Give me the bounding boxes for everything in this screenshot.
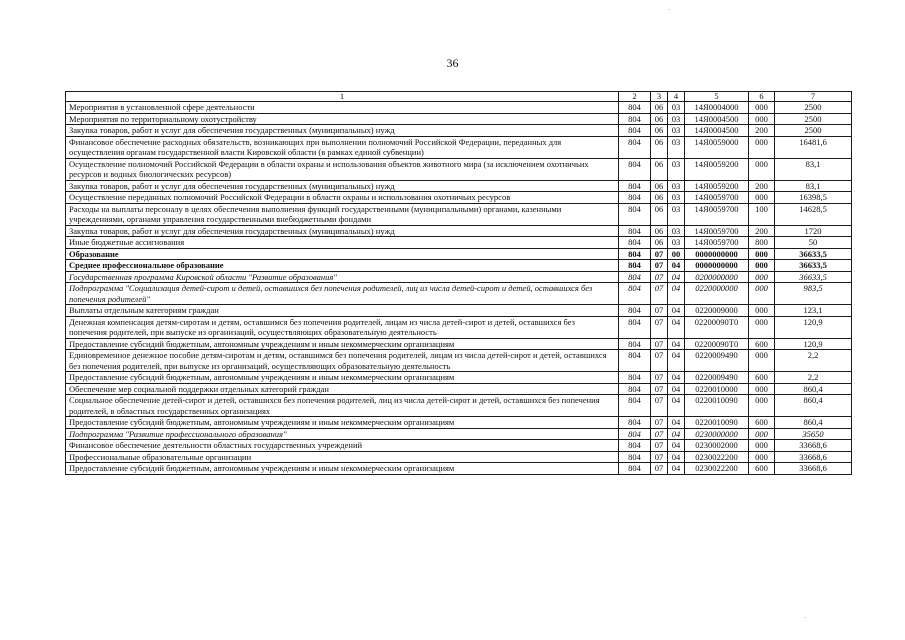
table-row [66,316,852,338]
row-amount: 16481,6 [775,136,852,158]
row-name: Подпрограмма "Социализация детей-сирот и детей, оставшихся без попечения родителей, лиц из числа детей-сирот и детей, оставшихся без попечения родителей" [66,283,619,305]
row-code-3: 07 [651,305,668,317]
row-code-6: 000 [749,283,775,305]
row-code-3: 06 [651,192,668,204]
row-name: Выплаты отдельным категориям граждан [66,305,619,317]
row-code-4: 03 [668,237,685,249]
row-code-6: 200 [749,225,775,237]
row-code-2: 804 [619,463,651,475]
row-name: Профессиональные образовательные организации [66,451,619,463]
row-code-3: 07 [651,260,668,272]
table-row [66,463,852,475]
row-code-6: 800 [749,237,775,249]
header-cell-3: 3 [651,92,668,102]
row-code-2: 804 [619,350,651,372]
row-code-4: 04 [668,271,685,283]
row-name: Финансовое обеспечение расходных обязательств, возникающих при выполнении полномочий Российской Федерации, переданных для осуществления органам государственной власти Кировской области (в рамках единой субвенции) [66,136,619,158]
row-code-4: 03 [668,180,685,192]
row-code-3: 06 [651,180,668,192]
table-row [66,260,852,272]
row-code-5: 0220009490 [685,372,749,384]
row-amount: 2,2 [775,350,852,372]
row-code-4: 04 [668,305,685,317]
row-amount: 2,2 [775,372,852,384]
row-code-5: 14Я0059700 [685,203,749,225]
row-code-3: 06 [651,158,668,180]
table-row [66,237,852,249]
table-row [66,136,852,158]
table-row [66,180,852,192]
row-code-6: 200 [749,125,775,137]
table-row [66,428,852,440]
row-code-2: 804 [619,417,651,429]
row-name: Предоставление субсидий бюджетным, автономным учреждениям и иным некоммерческим организациям [66,372,619,384]
row-code-3: 07 [651,338,668,350]
row-name: Среднее профессиональное образование [66,260,619,272]
table-row [66,225,852,237]
header-cell-7: 7 [775,92,852,102]
row-code-5: 0220000000 [685,283,749,305]
row-code-3: 07 [651,383,668,395]
row-code-6: 000 [749,383,775,395]
row-code-6: 000 [749,260,775,272]
row-amount: 1720 [775,225,852,237]
table-row [66,350,852,372]
row-code-4: 04 [668,372,685,384]
row-code-6: 000 [749,113,775,125]
row-code-4: 04 [668,428,685,440]
header-cell-5: 5 [685,92,749,102]
scan-mark: · [804,614,807,622]
row-code-4: 04 [668,316,685,338]
table-row [66,192,852,204]
row-code-3: 06 [651,113,668,125]
row-name: Финансовое обеспечение деятельности областных государственных учреждений [66,440,619,452]
row-code-2: 804 [619,451,651,463]
row-code-4: 03 [668,113,685,125]
scan-mark: · [668,6,671,14]
row-code-6: 000 [749,102,775,114]
row-code-3: 06 [651,102,668,114]
row-code-6: 000 [749,395,775,417]
table-header-row [66,92,852,102]
row-code-4: 04 [668,417,685,429]
row-code-4: 04 [668,260,685,272]
row-amount: 83,1 [775,158,852,180]
row-name: Денежная компенсация детям-сиротам и детям, оставшимся без попечения родителей, лицам из числа детей-сирот и детей, оставшихся без попечения родителей, при выпуске из организаций, осуществляющих образовательную деятельность [66,316,619,338]
row-name: Единовременное денежное пособие детям-сиротам и детям, оставшимся без попечения родителей, лицам из числа детей-сирот и детей, оставшихся без попечения родителей, при выпуске из организаций, осуществляющих образовательную деятельность [66,350,619,372]
row-name: Осуществление переданных полномочий Российской Федерации в области охраны и использования охотничьих ресурсов [66,192,619,204]
row-amount: 120,9 [775,316,852,338]
row-code-6: 200 [749,180,775,192]
row-code-3: 07 [651,372,668,384]
row-code-6: 600 [749,417,775,429]
row-code-5: 14Я0004000 [685,102,749,114]
row-code-4: 03 [668,125,685,137]
header-cell-1: 1 [66,92,619,102]
table-row [66,338,852,350]
row-code-2: 804 [619,283,651,305]
table-row [66,125,852,137]
table-row [66,158,852,180]
row-code-4: 04 [668,395,685,417]
row-amount: 2500 [775,113,852,125]
row-code-4: 04 [668,451,685,463]
row-name: Предоставление субсидий бюджетным, автономным учреждениям и иным некоммерческим организациям [66,338,619,350]
row-code-2: 804 [619,440,651,452]
row-code-5: 14Я0059200 [685,158,749,180]
row-amount: 2500 [775,102,852,114]
row-code-5: 0230022200 [685,463,749,475]
row-code-3: 07 [651,316,668,338]
row-code-2: 804 [619,372,651,384]
row-code-4: 03 [668,225,685,237]
row-code-5: 0220010090 [685,417,749,429]
row-code-6: 000 [749,158,775,180]
row-amount: 36633,5 [775,271,852,283]
row-code-5: 0220010000 [685,383,749,395]
row-code-3: 06 [651,125,668,137]
page-number: 36 [446,56,459,70]
header-cell-4: 4 [668,92,685,102]
table-row [66,113,852,125]
row-code-2: 804 [619,225,651,237]
row-code-4: 04 [668,350,685,372]
row-code-2: 804 [619,248,651,260]
row-code-3: 06 [651,237,668,249]
header-cell-6: 6 [749,92,775,102]
row-code-5: 14Я0059700 [685,192,749,204]
row-code-4: 03 [668,102,685,114]
row-code-2: 804 [619,305,651,317]
row-code-5: 0230002000 [685,440,749,452]
row-amount: 860,4 [775,383,852,395]
row-code-5: 14Я0059700 [685,225,749,237]
table-row [66,102,852,114]
row-name: Закупка товаров, работ и услуг для обеспечения государственных (муниципальных) нужд [66,225,619,237]
row-code-2: 804 [619,383,651,395]
row-code-3: 06 [651,225,668,237]
row-amount: 35650 [775,428,852,440]
row-code-4: 03 [668,192,685,204]
row-code-3: 07 [651,417,668,429]
row-name: Мероприятия в установленной сфере деятельности [66,102,619,114]
row-name: Закупка товаров, работ и услуг для обеспечения государственных (муниципальных) нужд [66,180,619,192]
row-name: Закупка товаров, работ и услуг для обеспечения государственных (муниципальных) нужд [66,125,619,137]
row-code-2: 804 [619,260,651,272]
row-amount: 50 [775,237,852,249]
row-code-5: 0200000000 [685,271,749,283]
row-amount: 860,4 [775,417,852,429]
row-name: Обеспечение мер социальной поддержки отдельных категорий граждан [66,383,619,395]
row-code-4: 04 [668,383,685,395]
row-amount: 33668,6 [775,463,852,475]
row-code-2: 804 [619,203,651,225]
row-code-2: 804 [619,428,651,440]
row-amount: 16398,5 [775,192,852,204]
row-code-5: 0230022200 [685,451,749,463]
row-code-6: 600 [749,372,775,384]
table-row [66,395,852,417]
row-code-4: 04 [668,283,685,305]
table-row [66,440,852,452]
table-row [66,451,852,463]
row-code-4: 03 [668,158,685,180]
table-row [66,305,852,317]
row-code-6: 600 [749,338,775,350]
row-code-2: 804 [619,338,651,350]
row-code-4: 04 [668,338,685,350]
row-code-2: 804 [619,180,651,192]
row-amount: 120,9 [775,338,852,350]
row-code-4: 04 [668,463,685,475]
row-code-4: 03 [668,203,685,225]
row-code-2: 804 [619,316,651,338]
table-row [66,372,852,384]
header-cell-2: 2 [619,92,651,102]
row-name: Мероприятия по территориальному охотустройству [66,113,619,125]
row-amount: 14628,5 [775,203,852,225]
row-code-3: 07 [651,440,668,452]
row-code-5: 0220010090 [685,395,749,417]
row-name: Предоставление субсидий бюджетным, автономным учреждениям и иным некоммерческим организациям [66,417,619,429]
row-code-4: 03 [668,136,685,158]
table-row [66,417,852,429]
row-name: Социальное обеспечение детей-сирот и детей, оставшихся без попечения родителей, лиц из числа детей-сирот и детей, оставшихся без попечения родителей, в областных государственных организациях [66,395,619,417]
row-code-5: 02200090Т0 [685,338,749,350]
row-code-5: 0220009000 [685,305,749,317]
row-code-3: 06 [651,203,668,225]
row-name: Осуществление полномочий Российской Федерации в области охраны и использования объектов животного мира (за исключением охотничьих ресурсов и водных биологических ресурсов) [66,158,619,180]
budget-table [65,91,852,475]
row-code-5: 14Я0004500 [685,113,749,125]
row-code-2: 804 [619,237,651,249]
row-code-2: 804 [619,158,651,180]
row-amount: 33668,6 [775,440,852,452]
row-code-4: 04 [668,440,685,452]
row-code-3: 07 [651,283,668,305]
table-row [66,203,852,225]
row-code-6: 100 [749,203,775,225]
row-code-3: 07 [651,428,668,440]
row-name: Расходы на выплаты персоналу в целях обеспечения выполнения функций государственными (муниципальными) органами, казенными учреждениями, органами управления государственными внебюджетными фондами [66,203,619,225]
table-row [66,271,852,283]
row-code-5: 14Я0059200 [685,180,749,192]
row-code-6: 000 [749,440,775,452]
row-code-2: 804 [619,192,651,204]
row-code-5: 14Я0059000 [685,136,749,158]
row-code-6: 000 [749,428,775,440]
row-code-2: 804 [619,271,651,283]
row-code-3: 06 [651,136,668,158]
row-code-3: 07 [651,463,668,475]
row-code-5: 0220009490 [685,350,749,372]
row-amount: 36633,5 [775,260,852,272]
row-amount: 123,1 [775,305,852,317]
row-code-2: 804 [619,395,651,417]
row-amount: 860,4 [775,395,852,417]
row-code-3: 07 [651,248,668,260]
row-code-5: 14Я0004500 [685,125,749,137]
table-row [66,383,852,395]
row-code-2: 804 [619,125,651,137]
row-amount: 2500 [775,125,852,137]
row-code-6: 000 [749,192,775,204]
row-name: Предоставление субсидий бюджетным, автономным учреждениям и иным некоммерческим организациям [66,463,619,475]
row-code-2: 804 [619,136,651,158]
row-code-6: 000 [749,316,775,338]
row-code-6: 000 [749,136,775,158]
row-code-6: 600 [749,463,775,475]
row-amount: 983,5 [775,283,852,305]
row-code-3: 07 [651,271,668,283]
table-row [66,248,852,260]
row-amount: 36633,5 [775,248,852,260]
row-code-6: 000 [749,350,775,372]
row-amount: 33668,6 [775,451,852,463]
row-name: Государственная программа Кировской области "Развитие образования" [66,271,619,283]
row-code-3: 07 [651,451,668,463]
row-code-3: 07 [651,395,668,417]
row-code-5: 0230000000 [685,428,749,440]
row-code-6: 000 [749,271,775,283]
row-code-6: 000 [749,305,775,317]
row-code-4: 00 [668,248,685,260]
row-code-5: 14Я0059700 [685,237,749,249]
row-amount: 83,1 [775,180,852,192]
row-name: Иные бюджетные ассигнования [66,237,619,249]
row-code-3: 07 [651,350,668,372]
row-code-6: 000 [749,248,775,260]
row-code-5: 0000000000 [685,260,749,272]
row-code-2: 804 [619,113,651,125]
row-name: Подпрограмма "Развитие профессионального образования" [66,428,619,440]
row-code-5: 02200090Т0 [685,316,749,338]
table-row [66,283,852,305]
row-code-2: 804 [619,102,651,114]
row-code-6: 000 [749,451,775,463]
row-code-5: 0000000000 [685,248,749,260]
row-name: Образование [66,248,619,260]
